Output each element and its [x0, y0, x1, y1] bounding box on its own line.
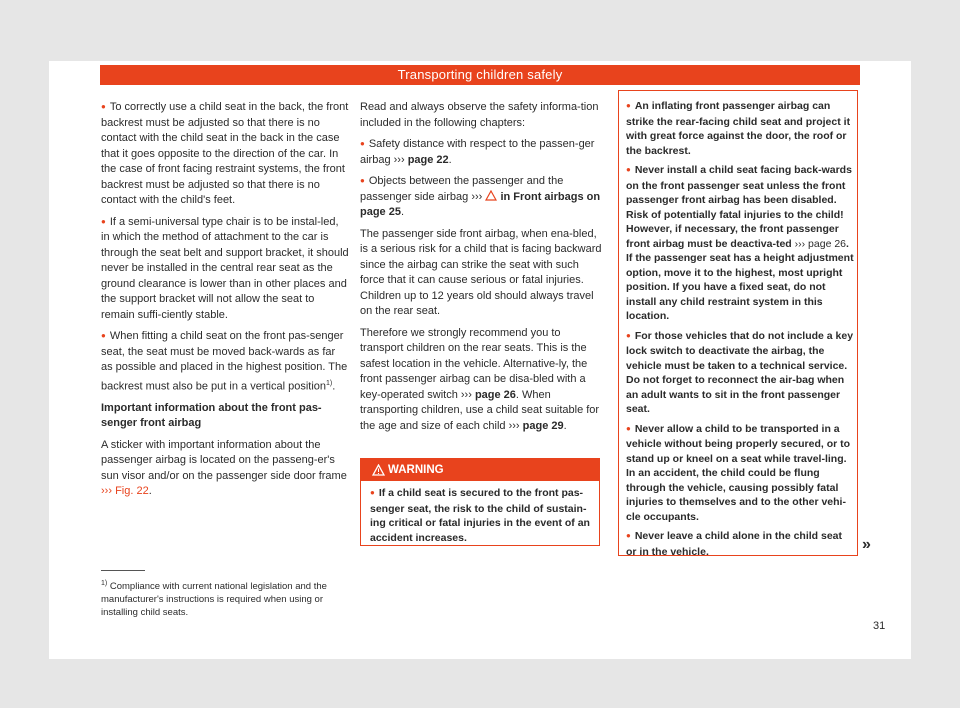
rear-facing-text-2: . If the passenger seat has a height adjustment option, move it to the highest, most upright position. If you have a fixed seat, do not install any child restraint system in this location.	[626, 237, 854, 322]
warning-item-secured: ● Never allow a child to be transported in a vehicle without being properly secured, or to stand up or kneel on a seat while travel-ling. In an accident, the child could be flung through the vehicle, causing possibly fatal injuries to themselves and to the other vehi-cle occupants.	[626, 422, 854, 525]
warning-header	[361, 459, 599, 481]
paragraph-airbag-risk: The passenger side front airbag, when ena-bled, is a serious risk for a child that is facing backward since the airbag can strike the seat with such force that it can cause serious or fatal injuries. Children up to 12 years old should always travel on the rear seat.	[360, 227, 602, 317]
ref-arrow: ›››	[460, 388, 472, 401]
warning-triangle-icon	[372, 464, 385, 476]
paragraph-front-seat-fitting	[101, 329, 349, 395]
continue-arrow-icon: »	[862, 536, 871, 553]
bullet-safety-distance	[360, 137, 602, 168]
paragraph-intro: Read and always observe the safety informa-tion included in the following chapters:	[360, 101, 599, 129]
warning-item-rear-facing	[626, 163, 854, 324]
section-title: Transporting children safely	[397, 67, 563, 82]
paragraph-semi-universal: ● If a semi-universal type chair is to be instal-led, in which the method of attachment to the car is through the seat belt and support bracket, it should never be installed in the central rear seat as the ground clearance is lower than in other places and the support bracket will not allow the seat to remain suffi-ciently stable.	[101, 215, 349, 324]
footnote-divider	[101, 570, 145, 571]
subheading-airbag-info: Important information about the front pas-senger front airbag	[101, 401, 322, 430]
ref-arrow: ›››	[101, 485, 112, 498]
warning-title: WARNING	[388, 464, 444, 476]
recommend-text-2: . When transporting children, use a child seat suitable for the age and size of each child	[360, 388, 600, 432]
page-29-link[interactable]: page 29	[522, 419, 564, 432]
page-number: 31	[873, 620, 886, 632]
fig-22-link[interactable]: Fig. 22	[115, 485, 149, 498]
warning-body	[361, 481, 599, 549]
warning-text: If a child seat is secured to the front pas-senger seat, the risk to the child of sustain-ing critical or fatal injuries in the event of an accident increases.	[370, 487, 590, 544]
rear-facing-text: Never install a child seat facing back-wards on the front passenger seat unless the front passenger front airbag has been disabled. Risk of potentially fatal injuries to the child! However, if necessary, the front passenger front airbag must be deactiva-ted	[626, 164, 852, 250]
warning-item-alone: ● Never leave a child alone in the child seat or in the vehicle.	[626, 529, 854, 559]
footnote-ref[interactable]: 1)	[326, 379, 333, 387]
front-airbags-link[interactable]: in Front airbags on page 25	[360, 190, 601, 218]
section-header	[100, 65, 860, 85]
warning-item-inflating-airbag: ● An inflating front passenger airbag can strike the rear-facing child seat and project it with great force against the door, the roof or the backrest.	[626, 99, 854, 158]
footnote-marker: 1)	[101, 580, 108, 587]
column-1	[101, 100, 349, 506]
column-2	[360, 100, 602, 440]
page-26-link[interactable]: page 26	[808, 237, 847, 250]
front-seat-text: When fitting a child seat on the front pas-senger seat, the seat must be moved back-wards as far as possible and placed in the highest position. The backrest must also be put in a vertical position	[101, 330, 348, 393]
paragraph-sticker	[101, 438, 349, 500]
sticker-end: .	[148, 485, 152, 498]
warning-triangle-icon	[485, 190, 497, 201]
paragraph-recommend-rear	[360, 326, 602, 435]
footnote	[101, 577, 341, 619]
ref-arrow: ›››	[393, 153, 405, 166]
ref-arrow: ›››	[471, 190, 483, 203]
ref-arrow: ›››	[794, 237, 806, 250]
warning-box	[360, 458, 600, 546]
warning-item-key-switch: ● For those vehicles that do not include a key lock switch to deactivate the airbag, the vehicle must be taken to a technical service. Do not forget to reconnect the air-bag when an adult wants to sit in the front passenger seat.	[626, 329, 854, 417]
recommend-text: Therefore we strongly recommend you to transport children on the rear seats. This is the safest location in the vehicle. Alternative-ly, the front passenger airbag can be disa-bled with a key-operated switch	[360, 326, 588, 401]
paragraph-seat-adjustment: ● To correctly use a child seat in the back, the front backrest must be adjusted so that there is no contact with the child seat in the back in the case that it goes opposite to the direction of the car. In the case of front facing restraint systems, the front backrest must be adjusted so that there is no contact with the child's feet.	[101, 100, 349, 209]
bullet-end: .	[448, 153, 452, 166]
bullet-dot-icon: ●	[370, 488, 375, 497]
page-22-link[interactable]: page 22	[407, 153, 449, 166]
ref-arrow: ›››	[508, 419, 520, 432]
bullet-objects-between	[360, 174, 602, 221]
bullet-end: .	[400, 206, 405, 218]
page-26-link[interactable]: page 26	[474, 388, 516, 401]
front-seat-end: .	[332, 380, 336, 393]
column-3	[626, 99, 854, 564]
sticker-text: A sticker with important information about the passenger airbag is located on the passeng-er's sun visor and/or on the passenger side door frame	[101, 438, 347, 482]
footnote-text: Compliance with current national legislation and the manufacturer's instructions is required when using or installing child seats.	[101, 581, 327, 619]
objects-text: Objects between the passenger and the passenger side airbag	[360, 175, 564, 203]
recommend-end: .	[563, 419, 567, 432]
safety-distance-text: Safety distance with respect to the passen-ger airbag	[360, 138, 595, 166]
